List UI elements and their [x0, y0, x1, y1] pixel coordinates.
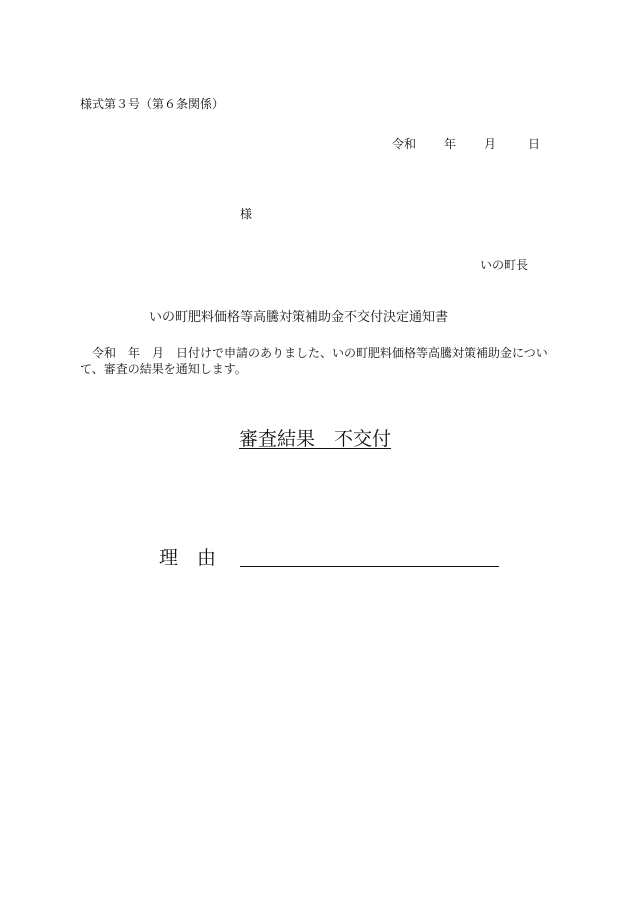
- review-result: 審査結果 不交付: [239, 428, 392, 450]
- date-year-label: 年: [444, 137, 457, 151]
- addressee-honorific: 様: [240, 207, 253, 221]
- reason-blank-line: [240, 566, 499, 567]
- body-paragraph: 令和 年 月 日付けで申請のありました、いの町肥料価格等高騰対策補助金について、審査の結果を通知します。: [80, 346, 548, 376]
- reason-label: 理 由: [159, 547, 217, 569]
- date-line: [392, 136, 540, 152]
- sender-name: いの町長: [480, 258, 529, 272]
- form-number-label: 様式第３号（第６条関係）: [80, 97, 225, 111]
- date-month-label: 月: [484, 137, 497, 151]
- document-title: いの町肥料価格等高騰対策補助金不交付決定通知書: [149, 310, 449, 325]
- date-day-label: 日: [528, 137, 541, 151]
- date-era-label: 令和: [392, 137, 417, 151]
